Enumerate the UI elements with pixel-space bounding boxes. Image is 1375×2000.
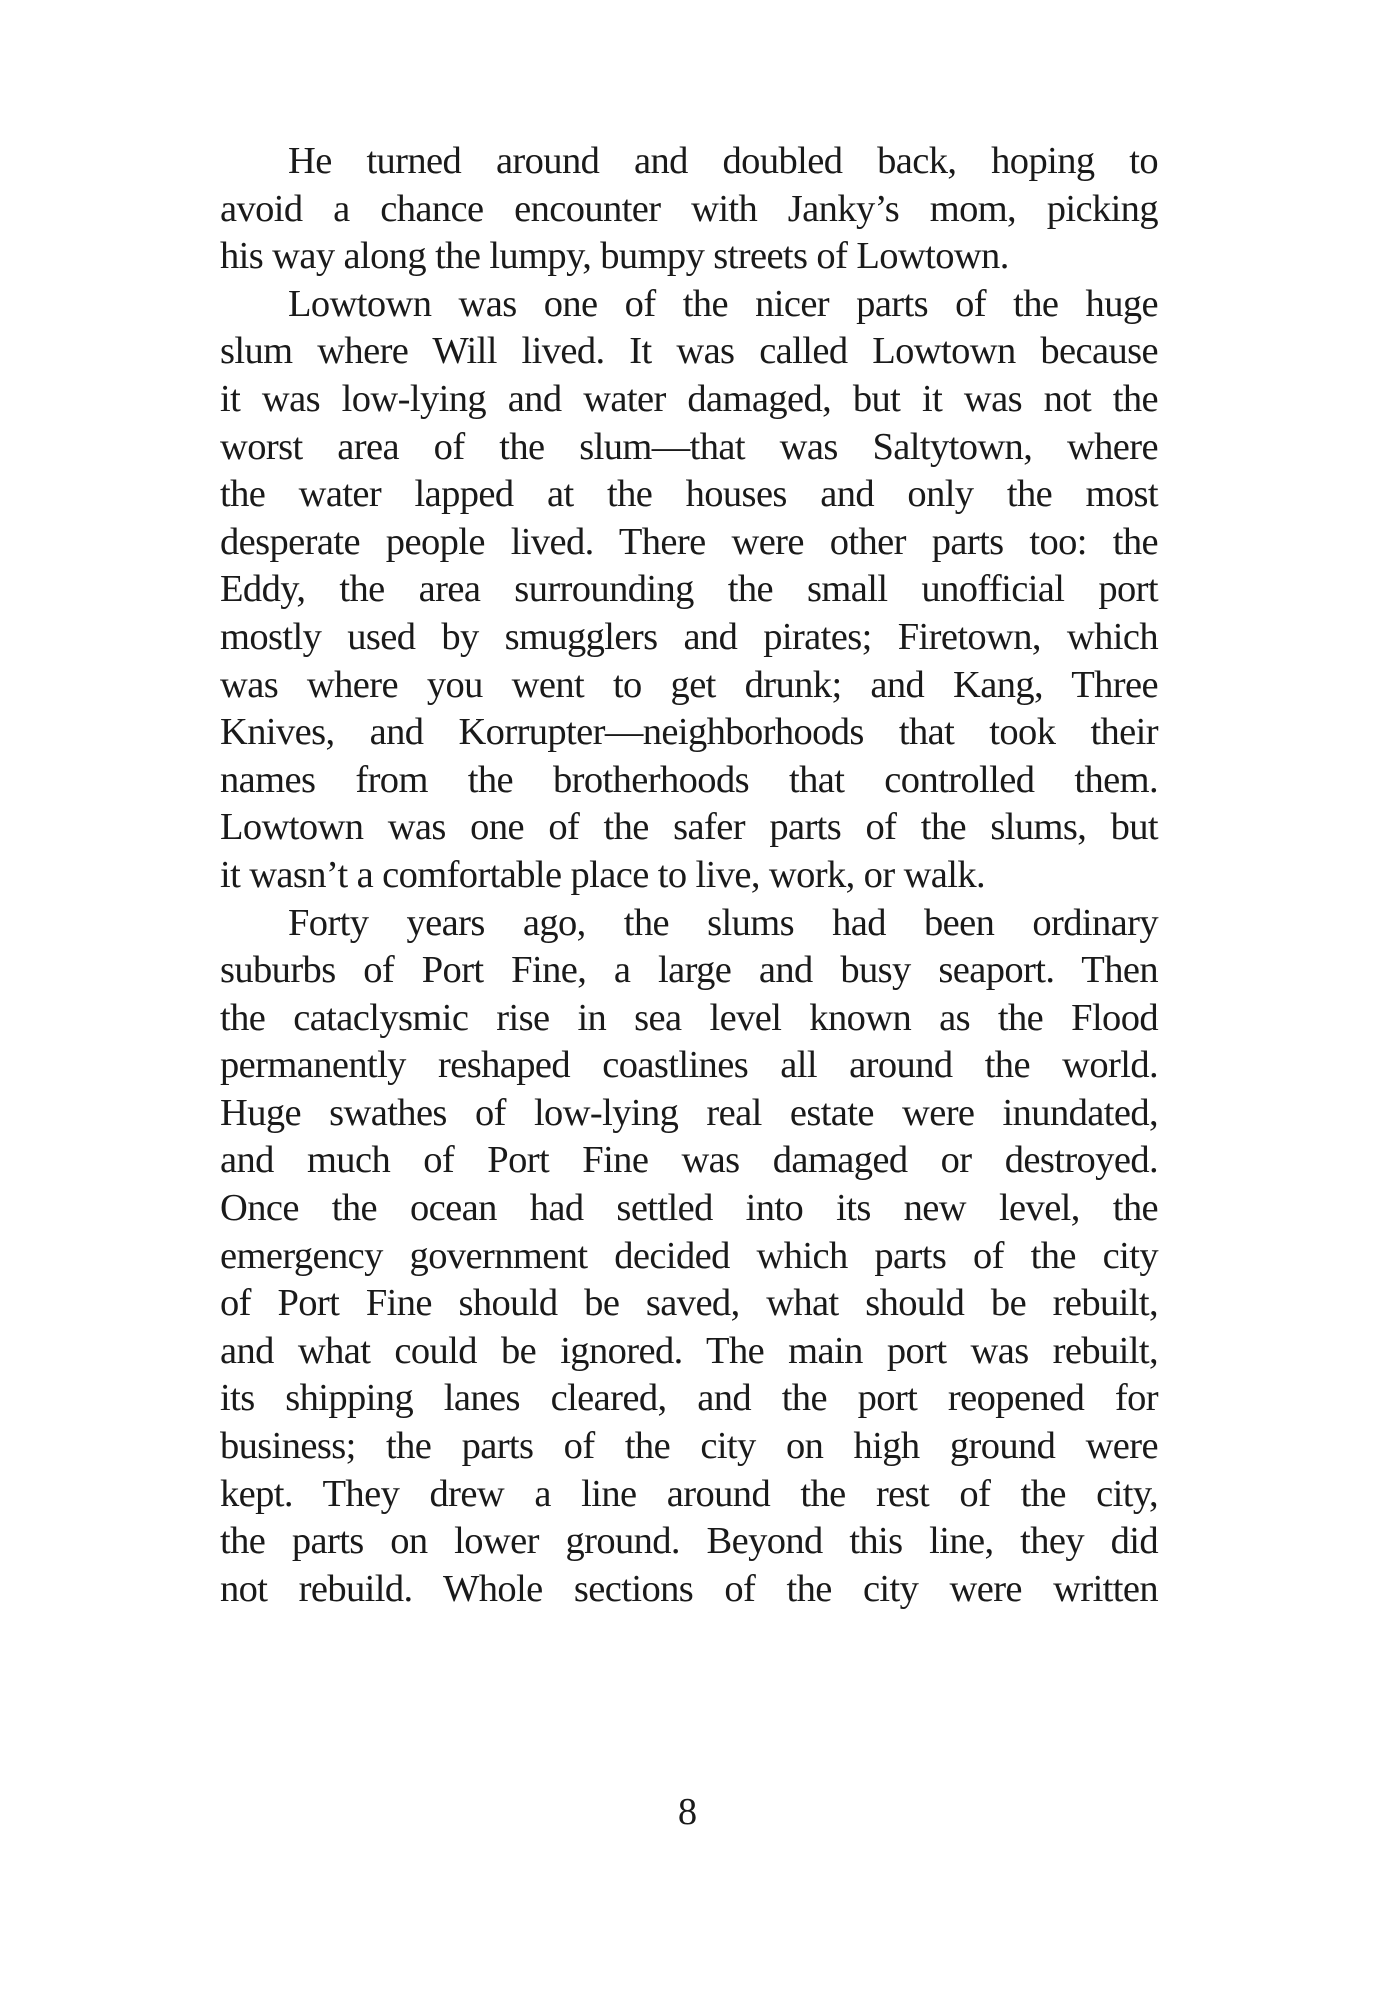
text-line: it was low-lying and water damaged, but it was not the	[220, 377, 1158, 420]
text-line: not rebuild. Whole sections of the city were written	[220, 1567, 1158, 1610]
text-line: business; the parts of the city on high ground were	[220, 1425, 1158, 1468]
paragraph	[220, 900, 1158, 1614]
text-line: He turned around and doubled back, hoping to	[288, 140, 1158, 182]
paragraph	[220, 138, 1158, 281]
text-line: Once the ocean had settled into its new level, the	[220, 1187, 1158, 1230]
text-line: it wasn’t a comfortable place to live, work, or walk.	[220, 853, 986, 896]
text-line: Forty years ago, the slums had been ordinary	[288, 901, 1158, 944]
text-line: Eddy, the area surrounding the small unofficial port	[220, 568, 1158, 611]
text-line: was where you went to get drunk; and Kang, Three	[220, 663, 1158, 706]
text-line: mostly used by smugglers and pirates; Firetown, which	[220, 615, 1158, 658]
text-line: and much of Port Fine was damaged or destroyed.	[220, 1139, 1158, 1182]
text-line: Lowtown was one of the safer parts of the slums, but	[220, 806, 1158, 849]
text-line: Lowtown was one of the nicer parts of the huge	[288, 282, 1158, 325]
text-line: worst area of the slum—that was Saltytown, where	[220, 425, 1158, 468]
text-line: the water lapped at the houses and only the most	[220, 473, 1158, 516]
paragraph	[220, 281, 1158, 900]
text-line: his way along the lumpy, bumpy streets of Lowtown.	[220, 235, 1009, 278]
text-line: of Port Fine should be saved, what should be rebuilt,	[220, 1282, 1158, 1325]
page-number: 8	[677, 1791, 698, 1833]
body-text	[220, 138, 1158, 1613]
text-line: slum where Will lived. It was called Lowtown because	[220, 330, 1158, 373]
text-line: the cataclysmic rise in sea level known as the Flood	[220, 996, 1158, 1039]
text-line: kept. They drew a line around the rest of the city,	[220, 1472, 1158, 1515]
text-line: and what could be ignored. The main port was rebuilt,	[220, 1329, 1158, 1372]
text-line: permanently reshaped coastlines all around the world.	[220, 1044, 1158, 1087]
text-line: its shipping lanes cleared, and the port reopened for	[220, 1377, 1158, 1420]
text-line: Knives, and Korrupter—neighborhoods that took their	[220, 711, 1158, 754]
text-line: the parts on lower ground. Beyond this line, they did	[220, 1520, 1158, 1563]
text-line: desperate people lived. There were other parts too: the	[220, 520, 1158, 563]
text-line: suburbs of Port Fine, a large and busy seaport. Then	[220, 949, 1158, 992]
text-line: emergency government decided which parts of the city	[220, 1234, 1158, 1277]
text-line: names from the brotherhoods that controlled them.	[220, 758, 1158, 801]
text-line: Huge swathes of low-lying real estate were inundated,	[220, 1091, 1158, 1134]
text-line: avoid a chance encounter with Janky’s mom, picking	[220, 187, 1158, 230]
